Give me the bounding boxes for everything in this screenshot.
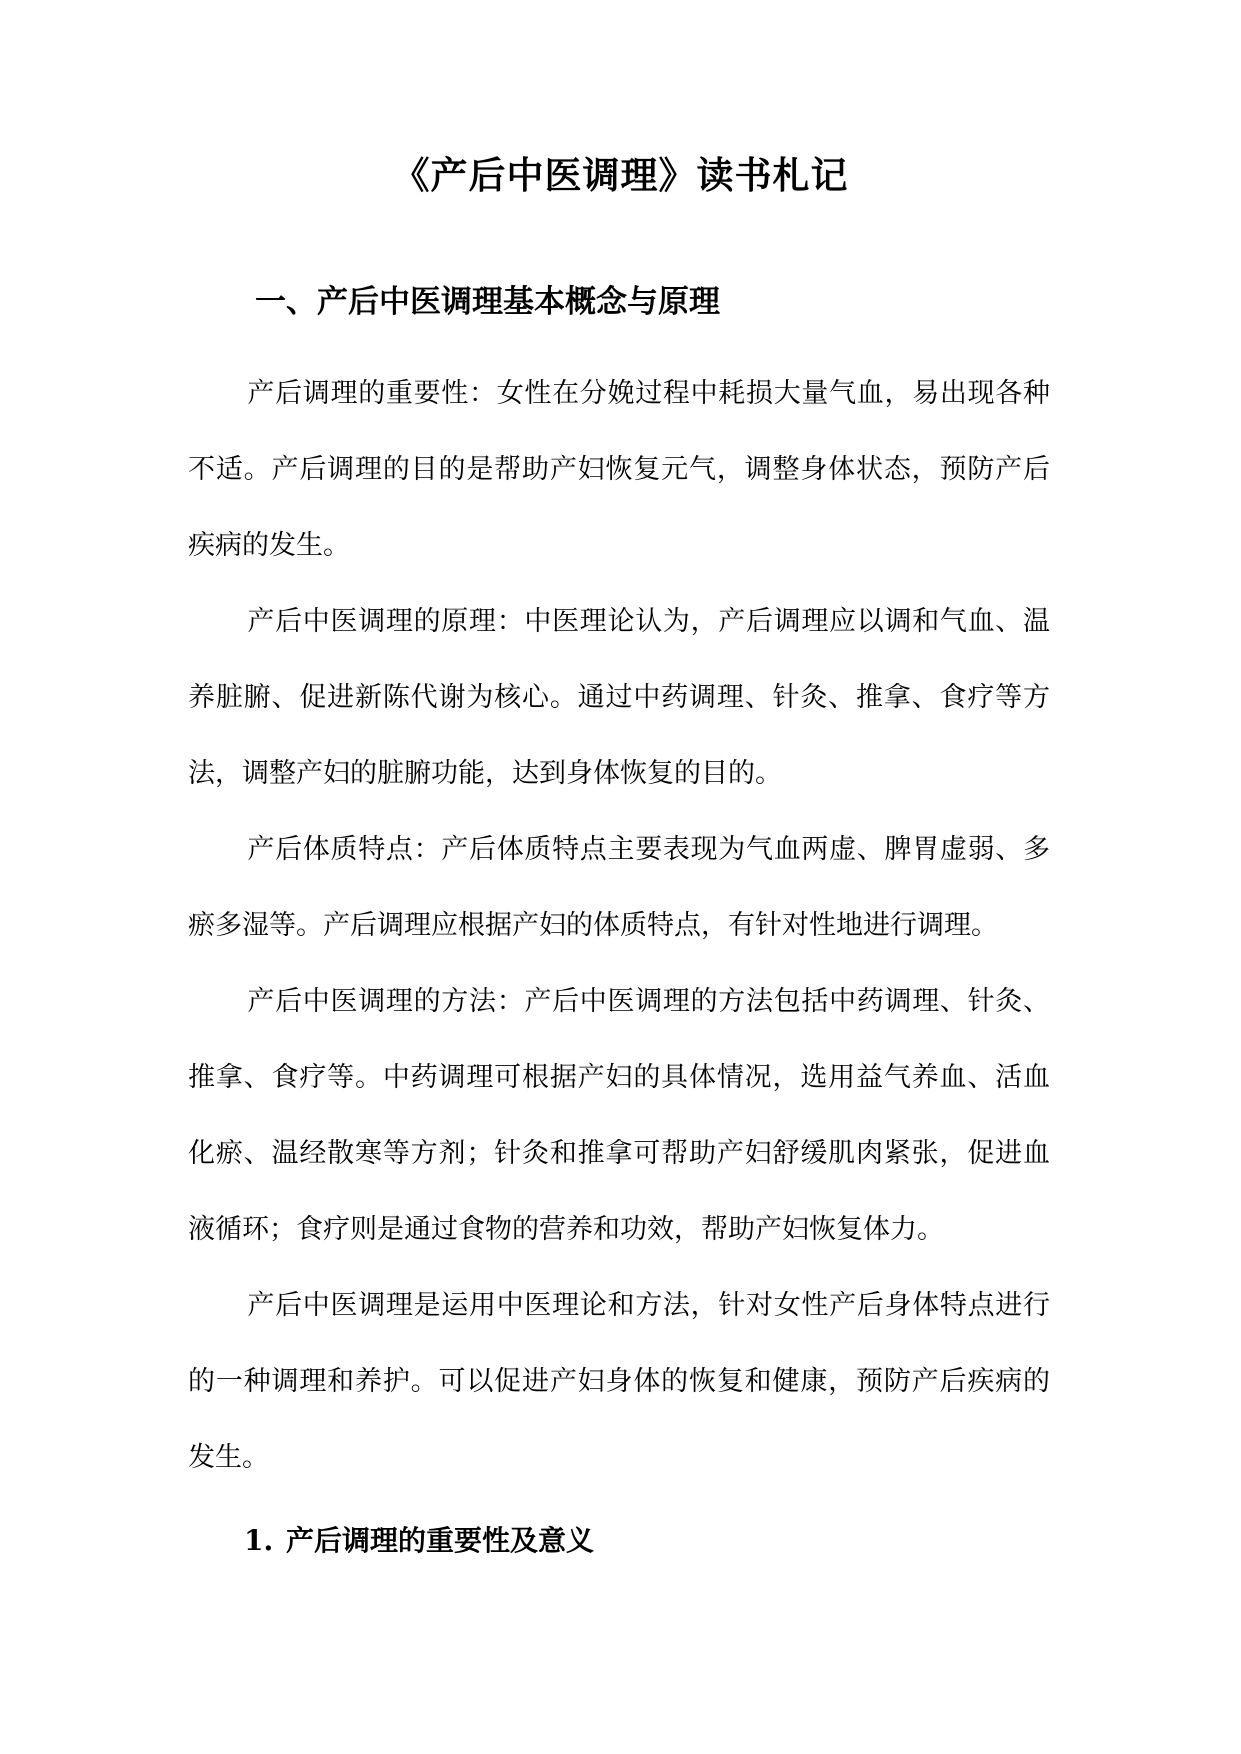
sub-heading-text: 产后调理的重要性及意义 bbox=[286, 1524, 595, 1557]
paragraph-summary: 产后中医调理是运用中医理论和方法，针对女性产后身体特点进行的一种调理和养护。可以促进产妇身体的恢复和健康，预防产后疾病的发生。 bbox=[188, 1290, 1050, 1473]
section-heading: 一、产后中医调理基本概念与原理 bbox=[255, 284, 720, 320]
paragraph-principle: 产后中医调理的原理：中医理论认为，产后调理应以调和气血、温养脏腑、促进新陈代谢为核心。通过中药调理、针灸、推拿、食疗等方法，调整产妇的脏腑功能，达到身体恢复的目的。 bbox=[188, 606, 1050, 789]
paragraph-importance: 产后调理的重要性：女性在分娩过程中耗损大量气血，易出现各种不适。产后调理的目的是帮助产妇恢复元气，调整身体状态，预防产后疾病的发生。 bbox=[188, 378, 1050, 561]
paragraph-methods: 产后中医调理的方法：产后中医调理的方法包括中药调理、针灸、推拿、食疗等。中药调理可根据产妇的具体情况，选用益气养血、活血化瘀、温经散寒等方剂；针灸和推拿可帮助产妇舒缓肌肉紧张，促进血液循环；食疗则是通过食物的营养和功效，帮助产妇恢复体力。 bbox=[188, 986, 1050, 1245]
sub-heading bbox=[244, 1519, 1104, 1563]
document-body bbox=[188, 356, 1050, 1496]
sub-heading-number: 1. bbox=[244, 1524, 274, 1557]
paragraph-constitution: 产后体质特点：产后体质特点主要表现为气血两虚、脾胃虚弱、多瘀多湿等。产后调理应根据产妇的体质特点，有针对性地进行调理。 bbox=[188, 834, 1050, 941]
document-title: 《产后中医调理》读书札记 bbox=[392, 153, 849, 197]
